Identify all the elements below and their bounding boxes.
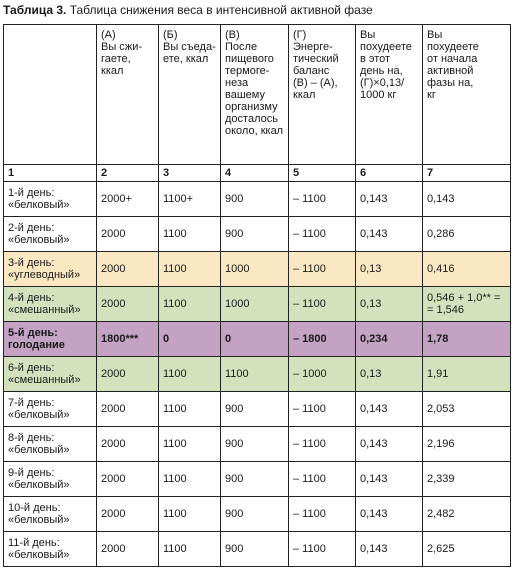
header-cell	[4, 25, 97, 165]
header-cell: (Б) Вы съеда- ете, ккал	[159, 25, 221, 165]
table-cell: 1100	[159, 392, 221, 427]
table-cell: 1100	[159, 497, 221, 532]
table-cell: 900	[221, 217, 289, 252]
table-cell: 900	[221, 182, 289, 217]
table-cell: 1000	[221, 287, 289, 322]
table-cell: – 1100	[289, 217, 356, 252]
column-number-cell: 1	[4, 165, 97, 182]
table-row	[4, 497, 511, 532]
table-cell: – 1100	[289, 252, 356, 287]
table-cell: 2,196	[423, 427, 511, 462]
table-cell: 1100	[159, 217, 221, 252]
table-cell: 900	[221, 497, 289, 532]
table-cell: 0,143	[356, 427, 423, 462]
table-cell: 2,053	[423, 392, 511, 427]
table-cell: 1800***	[97, 322, 159, 357]
table-cell: 2-й день: «белковый»	[4, 217, 97, 252]
table-cell: 2000+	[97, 182, 159, 217]
table-cell: 4-й день: «смешанный»	[4, 287, 97, 322]
column-number-cell: 2	[97, 165, 159, 182]
table-cell: – 1100	[289, 497, 356, 532]
column-number-cell: 6	[356, 165, 423, 182]
table-cell: 1,91	[423, 357, 511, 392]
table-cell: 2000	[97, 252, 159, 287]
table-row	[4, 287, 511, 322]
table-cell: 1100+	[159, 182, 221, 217]
header-cell: (А) Вы сжи- гаете, ккал	[97, 25, 159, 165]
table-cell: 1100	[159, 252, 221, 287]
table-cell: 0,143	[356, 462, 423, 497]
table-cell: 11-й день: «белковый»	[4, 532, 97, 567]
table-cell: 0,143	[356, 392, 423, 427]
header-row	[4, 25, 511, 165]
table-cell: 0	[159, 322, 221, 357]
table-cell: – 1100	[289, 462, 356, 497]
caption-label: Таблица 3.	[3, 3, 67, 17]
table-row	[4, 532, 511, 567]
table-cell: 1100	[159, 427, 221, 462]
header-cell: Вы похудеете в этот день на, (Г)×0,13/ 1000 кг	[356, 25, 423, 165]
table-cell: 0,13	[356, 252, 423, 287]
table-cell: 2,339	[423, 462, 511, 497]
header-cell: (Г) Энерге- тический баланс (В) – (А), ккал	[289, 25, 356, 165]
table-cell: 1100	[221, 357, 289, 392]
table-cell: 2000	[97, 287, 159, 322]
table-cell: 1100	[159, 462, 221, 497]
table-row	[4, 252, 511, 287]
table-cell: 1000	[221, 252, 289, 287]
table-row	[4, 182, 511, 217]
table-cell: 0,234	[356, 322, 423, 357]
table-cell: – 1100	[289, 532, 356, 567]
table-cell: 7-й день: «белковый»	[4, 392, 97, 427]
table-caption	[3, 3, 373, 17]
table-cell: 2,625	[423, 532, 511, 567]
table-cell: 900	[221, 427, 289, 462]
table-cell: 900	[221, 392, 289, 427]
header-cell: (В) После пищевого термоге- неза вашему организму досталось около, ккал	[221, 25, 289, 165]
table-cell: 0,143	[356, 497, 423, 532]
table-cell: 2000	[97, 497, 159, 532]
table-cell: 9-й день: «белковый»	[4, 462, 97, 497]
table-cell: 2000	[97, 532, 159, 567]
table-cell: 2000	[97, 392, 159, 427]
column-number-row	[4, 165, 511, 182]
table-cell: 0,143	[356, 532, 423, 567]
header-cell: Вы похудеете от начала активной фазы на, кг	[423, 25, 511, 165]
table-cell: 0,416	[423, 252, 511, 287]
column-number-cell: 7	[423, 165, 511, 182]
table-cell: – 1100	[289, 427, 356, 462]
table-cell: 5-й день: голодание	[4, 322, 97, 357]
table-cell: 1,78	[423, 322, 511, 357]
table-cell: 0,143	[356, 217, 423, 252]
table-cell: – 1100	[289, 182, 356, 217]
table-cell: 0,13	[356, 357, 423, 392]
table-cell: 2000	[97, 462, 159, 497]
table-cell: 0	[221, 322, 289, 357]
table-cell: 0,143	[356, 182, 423, 217]
table-cell: 900	[221, 532, 289, 567]
table-row	[4, 427, 511, 462]
column-number-cell: 3	[159, 165, 221, 182]
table-cell: 0,13	[356, 287, 423, 322]
table-cell: 0,143	[423, 182, 511, 217]
table-body	[4, 25, 511, 567]
table-cell: 1-й день: «белковый»	[4, 182, 97, 217]
table-cell: – 1800	[289, 322, 356, 357]
table-cell: 3-й день: «углеводный»	[4, 252, 97, 287]
table-cell: 1100	[159, 532, 221, 567]
table-cell: 2000	[97, 357, 159, 392]
weight-loss-table	[3, 24, 511, 567]
table-row	[4, 357, 511, 392]
table-cell: 6-й день: «смешанный»	[4, 357, 97, 392]
table-cell: 2000	[97, 217, 159, 252]
table-cell: 1100	[159, 287, 221, 322]
table-cell: 2,482	[423, 497, 511, 532]
table-cell: – 1000	[289, 357, 356, 392]
table-cell: 2000	[97, 427, 159, 462]
column-number-cell: 5	[289, 165, 356, 182]
table-cell: 1100	[159, 357, 221, 392]
caption-text: Таблица снижения веса в интенсивной активной фазе	[66, 3, 373, 17]
table-cell: – 1100	[289, 392, 356, 427]
table-cell: – 1100	[289, 287, 356, 322]
table-row	[4, 392, 511, 427]
table-cell: 8-й день: «белковый»	[4, 427, 97, 462]
table-cell: 900	[221, 462, 289, 497]
table-row	[4, 217, 511, 252]
table-row	[4, 322, 511, 357]
column-number-cell: 4	[221, 165, 289, 182]
table-cell: 0,286	[423, 217, 511, 252]
table-cell: 0,546 + 1,0** = = 1,546	[423, 287, 511, 322]
table-row	[4, 462, 511, 497]
table-cell: 10-й день: «белковый»	[4, 497, 97, 532]
